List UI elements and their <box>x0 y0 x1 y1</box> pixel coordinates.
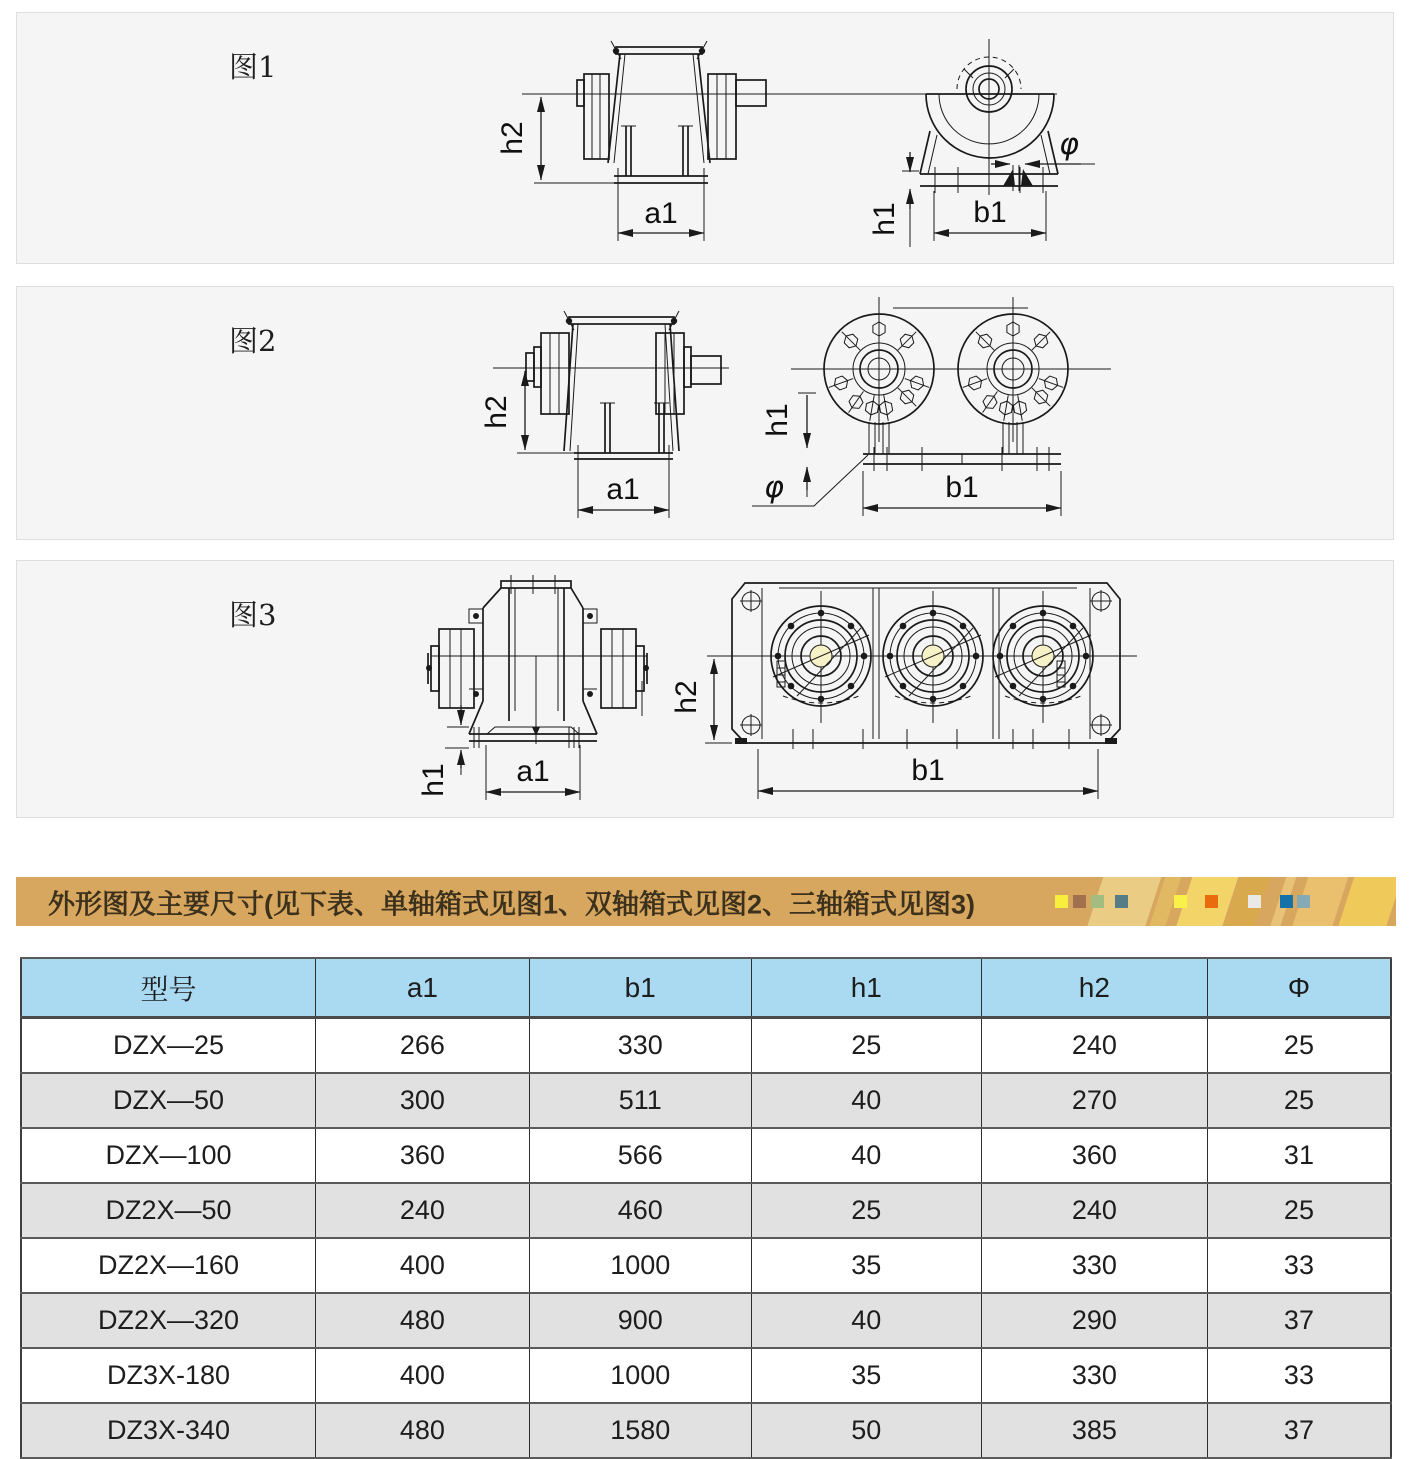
table-row <box>21 1018 1391 1074</box>
value-cell: 1000 <box>529 1348 751 1403</box>
decor-square <box>1174 895 1187 908</box>
value-cell: 300 <box>316 1073 530 1128</box>
value-cell: 360 <box>981 1128 1207 1183</box>
value-cell: 1000 <box>529 1238 751 1293</box>
value-cell: 35 <box>751 1348 981 1403</box>
model-cell: DZ2X—160 <box>21 1238 316 1293</box>
value-cell: 1580 <box>529 1403 751 1458</box>
table-row <box>21 1293 1391 1348</box>
figure-panel-3 <box>16 560 1394 818</box>
model-cell: DZ3X-180 <box>21 1348 316 1403</box>
model-cell: DZX—100 <box>21 1128 316 1183</box>
table-row <box>21 1183 1391 1238</box>
dim-label-h2: h2 <box>480 395 513 429</box>
table-header-row <box>21 958 1391 1018</box>
dim-label-b1: b1 <box>973 196 1007 229</box>
value-cell: 33 <box>1207 1348 1391 1403</box>
figure1-drawing <box>17 13 1397 265</box>
col-header-phi: Φ <box>1207 958 1391 1018</box>
value-cell: 50 <box>751 1403 981 1458</box>
value-cell: 511 <box>529 1073 751 1128</box>
value-cell: 25 <box>1207 1073 1391 1128</box>
value-cell: 566 <box>529 1128 751 1183</box>
dim-label-b1: b1 <box>911 754 945 787</box>
decor-square <box>1091 895 1104 908</box>
decor-square <box>1055 895 1068 908</box>
value-cell: 240 <box>316 1183 530 1238</box>
value-cell: 400 <box>316 1348 530 1403</box>
fig3-side-view <box>417 575 649 800</box>
value-cell: 37 <box>1207 1293 1391 1348</box>
model-cell: DZ2X—320 <box>21 1293 316 1348</box>
decor-square <box>1280 895 1293 908</box>
value-cell: 480 <box>316 1403 530 1458</box>
col-header-b1: b1 <box>529 958 751 1018</box>
figure3-drawing <box>17 561 1397 819</box>
col-header-a1: a1 <box>316 958 530 1018</box>
dim-label-b1: b1 <box>945 471 979 504</box>
decor-squares-row <box>1055 895 1310 908</box>
fig2-plan-view <box>752 297 1111 516</box>
col-header-model: 型号 <box>21 958 316 1018</box>
value-cell: 330 <box>981 1238 1207 1293</box>
dim-label-a1: a1 <box>516 755 550 788</box>
figure2-label: 图2 <box>229 324 277 358</box>
value-cell: 240 <box>981 1183 1207 1238</box>
value-cell: 25 <box>751 1183 981 1238</box>
section-header-bar <box>16 877 1396 926</box>
value-cell: 480 <box>316 1293 530 1348</box>
value-cell: 25 <box>1207 1183 1391 1238</box>
decor-square <box>1248 895 1261 908</box>
value-cell: 31 <box>1207 1128 1391 1183</box>
value-cell: 460 <box>529 1183 751 1238</box>
dim-label-h1: h1 <box>417 763 450 797</box>
figure-panel-2 <box>16 286 1394 540</box>
table-row <box>21 1128 1391 1183</box>
value-cell: 330 <box>981 1348 1207 1403</box>
model-cell: DZX—25 <box>21 1018 316 1074</box>
dim-label-h2: h2 <box>496 121 529 155</box>
decor-square <box>1115 895 1128 908</box>
table-row <box>21 1073 1391 1128</box>
dim-label-phi: φ <box>764 470 784 505</box>
dim-label-h1: h1 <box>868 202 901 236</box>
value-cell: 385 <box>981 1403 1207 1458</box>
value-cell: 35 <box>751 1238 981 1293</box>
table-row <box>21 1403 1391 1458</box>
value-cell: 240 <box>981 1018 1207 1074</box>
dim-label-h1: h1 <box>761 403 794 437</box>
fig2-side-view <box>480 311 729 518</box>
value-cell: 400 <box>316 1238 530 1293</box>
col-header-h1: h1 <box>751 958 981 1018</box>
value-cell: 40 <box>751 1128 981 1183</box>
table-row <box>21 1348 1391 1403</box>
value-cell: 40 <box>751 1073 981 1128</box>
value-cell: 37 <box>1207 1403 1391 1458</box>
figure1-label: 图1 <box>229 50 277 84</box>
dim-label-a1: a1 <box>644 197 678 230</box>
fig1-end-view <box>868 39 1095 247</box>
figure-panel-1 <box>16 12 1394 264</box>
model-cell: DZX—50 <box>21 1073 316 1128</box>
model-cell: DZ3X-340 <box>21 1403 316 1458</box>
fig3-front-view <box>670 583 1137 799</box>
value-cell: 360 <box>316 1128 530 1183</box>
value-cell: 25 <box>1207 1018 1391 1074</box>
col-header-h2: h2 <box>981 958 1207 1018</box>
value-cell: 270 <box>981 1073 1207 1128</box>
figure3-label: 图3 <box>229 598 277 632</box>
value-cell: 900 <box>529 1293 751 1348</box>
value-cell: 330 <box>529 1018 751 1074</box>
decor-square <box>1297 895 1310 908</box>
dimensions-table <box>20 957 1392 1459</box>
decor-square <box>1073 895 1086 908</box>
value-cell: 40 <box>751 1293 981 1348</box>
value-cell: 25 <box>751 1018 981 1074</box>
table-row <box>21 1238 1391 1293</box>
dim-label-phi: φ <box>1059 127 1079 162</box>
dim-label-a1: a1 <box>606 473 640 506</box>
decor-square <box>1205 895 1218 908</box>
figure2-drawing <box>17 287 1397 541</box>
value-cell: 33 <box>1207 1238 1391 1293</box>
section-title: 外形图及主要尺寸(见下表、单轴箱式见图1、双轴箱式见图2、三轴箱式见图3) <box>48 889 976 919</box>
dim-label-h2: h2 <box>670 680 703 714</box>
value-cell: 266 <box>316 1018 530 1074</box>
table-body <box>21 1018 1391 1459</box>
model-cell: DZ2X—50 <box>21 1183 316 1238</box>
value-cell: 290 <box>981 1293 1207 1348</box>
